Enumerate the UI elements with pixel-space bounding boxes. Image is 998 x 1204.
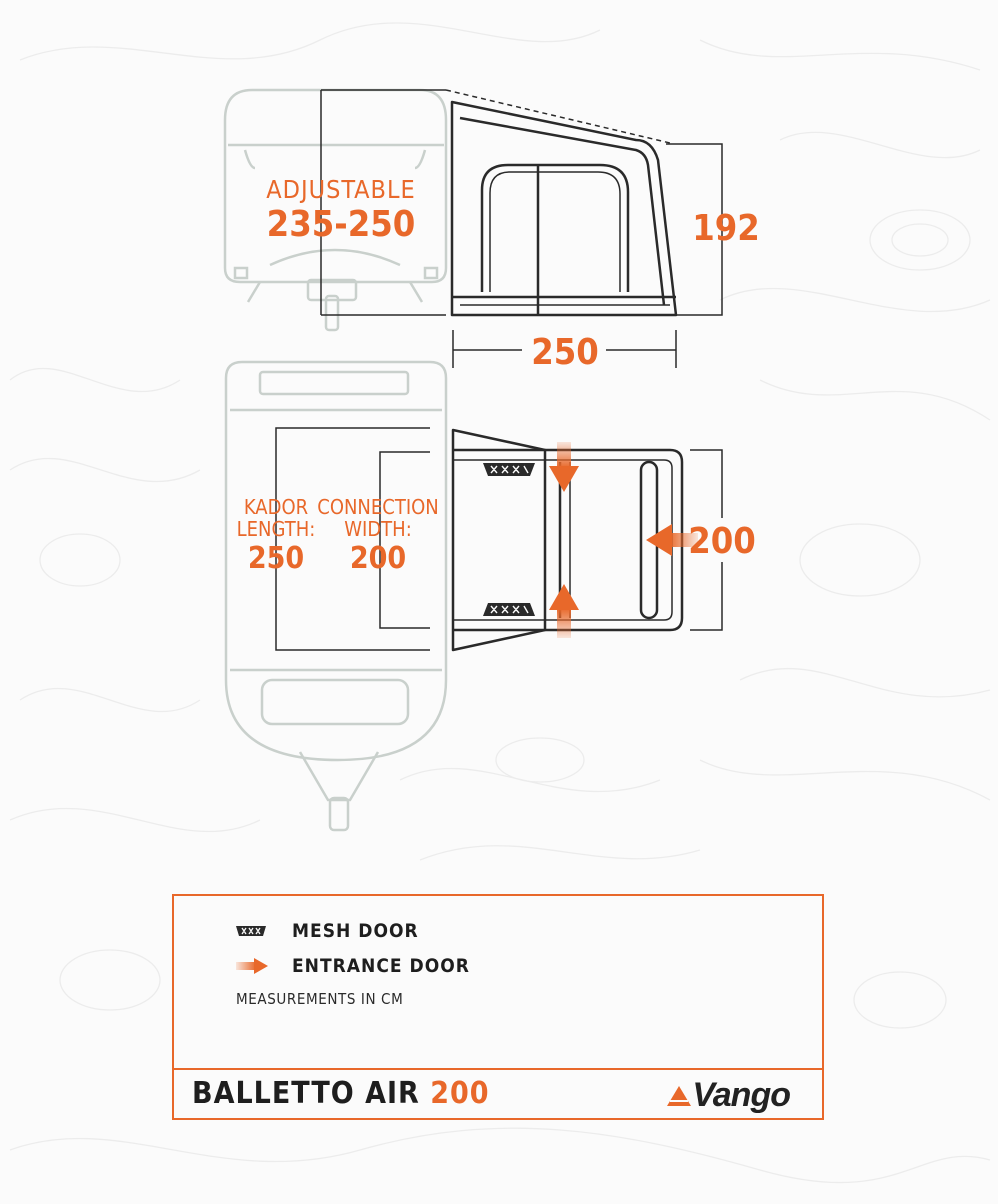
mesh-door-symbol-bottom <box>483 603 535 616</box>
connection-label-line1: CONNECTION <box>317 495 439 519</box>
legend-box <box>172 894 824 1120</box>
entrance-door-legend-label: ENTRANCE DOOR <box>292 955 470 977</box>
legend-divider <box>174 1068 822 1070</box>
measurements-note: MEASUREMENTS IN CM <box>236 990 404 1008</box>
product-name: BALLETTO AIR <box>192 1076 420 1111</box>
brand-name: Vango <box>692 1076 790 1114</box>
kador-value: 250 <box>247 541 305 576</box>
width-value: 200 <box>688 521 756 562</box>
brand-logo <box>666 1076 790 1115</box>
kador-label-line1: KADOR <box>243 495 309 519</box>
caravan-plan-outline <box>226 362 446 830</box>
connection-label-line2: WIDTH: <box>344 517 412 541</box>
product-title <box>192 1076 490 1111</box>
vango-triangle-icon <box>666 1085 692 1107</box>
product-size: 200 <box>430 1076 490 1111</box>
legend-mesh-door-row <box>234 920 419 942</box>
entrance-arrow-legend-icon <box>234 957 292 975</box>
legend-entrance-door-row <box>234 955 470 977</box>
mesh-door-symbol-top <box>483 463 535 476</box>
adjustable-label: ADJUSTABLE <box>266 175 416 204</box>
kador-label-line2: LENGTH: <box>236 517 316 541</box>
mesh-door-legend-icon <box>234 925 292 937</box>
awning-side-profile <box>452 102 676 315</box>
adjustable-value: 235-250 <box>266 204 416 245</box>
connection-value: 200 <box>349 541 407 576</box>
height-value: 192 <box>692 208 760 249</box>
depth-value: 250 <box>531 332 599 373</box>
mesh-door-legend-label: MESH DOOR <box>292 920 419 942</box>
